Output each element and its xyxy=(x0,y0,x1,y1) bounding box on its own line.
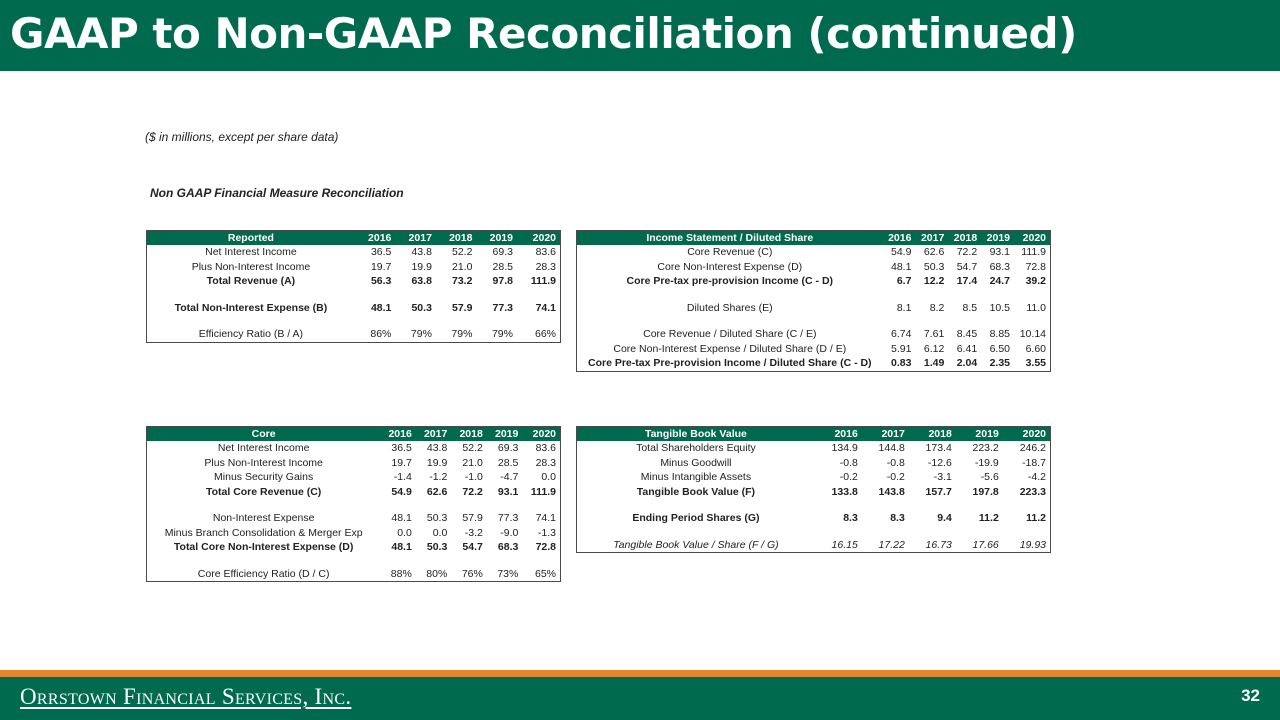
row-label: Minus Goodwill xyxy=(660,456,732,469)
cell-value: 7.61 xyxy=(923,328,945,341)
cell-value: 21.0 xyxy=(452,260,473,273)
table-header-row xyxy=(147,427,561,442)
cell-value: 28.3 xyxy=(535,260,556,273)
table-row xyxy=(577,245,1051,260)
cell-value: 19.7 xyxy=(370,260,392,273)
cell-value: 65% xyxy=(534,567,556,580)
cell-value: 63.8 xyxy=(411,275,432,288)
cell-value: 157.7 xyxy=(925,485,952,498)
cell-value: -0.8 xyxy=(886,456,905,469)
table-row xyxy=(147,245,561,260)
cell-value: 79% xyxy=(491,328,513,341)
row-label: Core Non-Interest Expense / Diluted Share (D / E) xyxy=(613,342,847,355)
cell-value: 50.3 xyxy=(923,260,945,273)
row-label: Minus Intangible Assets xyxy=(640,471,752,484)
row-label: Plus Non-Interest Income xyxy=(204,456,323,469)
tangible-book-value-table xyxy=(576,426,1051,553)
table-header-row xyxy=(577,427,1051,442)
cell-value: 52.2 xyxy=(462,442,483,455)
column-header: 2018 xyxy=(948,231,981,246)
cell-value: 66% xyxy=(534,328,556,341)
column-header: 2019 xyxy=(476,231,517,246)
row-label: Total Revenue (A) xyxy=(206,275,296,288)
cell-value: -1.2 xyxy=(429,471,448,484)
column-header: Income Statement / Diluted Share xyxy=(577,231,883,246)
cell-value: 19.9 xyxy=(426,456,448,469)
cell-value: 3.55 xyxy=(1025,357,1046,370)
cell-value: 72.2 xyxy=(956,246,978,259)
row-label: Total Core Revenue (C) xyxy=(205,485,322,498)
cell-value: 2.35 xyxy=(989,357,1011,370)
cell-value: 246.2 xyxy=(1019,442,1046,455)
cell-value: 10.14 xyxy=(1019,328,1046,341)
cell-value: -1.3 xyxy=(537,526,556,539)
cell-value: 57.9 xyxy=(462,512,483,525)
cell-value: -12.6 xyxy=(927,456,952,469)
cell-value: 50.3 xyxy=(411,301,432,314)
spacer-row xyxy=(577,289,1051,301)
table-row xyxy=(577,356,1051,371)
cell-value: 5.91 xyxy=(891,342,912,355)
column-header: 2018 xyxy=(436,231,477,246)
table-row xyxy=(577,260,1051,275)
cell-value: 6.7 xyxy=(896,275,912,288)
table-row xyxy=(577,327,1051,342)
cell-value: 73.2 xyxy=(452,275,473,288)
column-header: 2020 xyxy=(522,427,560,442)
cell-value: 1.49 xyxy=(923,357,945,370)
row-label: Core Non-Interest Expense (D) xyxy=(657,260,803,273)
cell-value: 76% xyxy=(461,567,483,580)
cell-value: 134.9 xyxy=(831,442,858,455)
cell-value: 93.1 xyxy=(497,485,519,498)
cell-value: 72.8 xyxy=(1025,260,1046,273)
cell-value: 93.1 xyxy=(989,246,1011,259)
cell-value: 69.3 xyxy=(492,246,513,259)
cell-value: 77.3 xyxy=(497,512,519,525)
cell-value: 143.8 xyxy=(878,485,905,498)
cell-value: -18.7 xyxy=(1022,456,1046,469)
table-row xyxy=(147,441,561,456)
cell-value: 111.9 xyxy=(530,275,556,288)
cell-value: 197.8 xyxy=(972,485,999,498)
cell-value: 8.2 xyxy=(929,301,945,314)
row-label: Core Pre-tax pre-provision Income (C - D) xyxy=(626,275,834,288)
cell-value: 86% xyxy=(370,328,392,341)
cell-value: 62.6 xyxy=(426,485,448,498)
cell-value: 173.4 xyxy=(925,442,952,455)
cell-value: 11.2 xyxy=(1026,512,1046,525)
table-row xyxy=(577,301,1051,316)
cell-value: 21.0 xyxy=(462,456,483,469)
row-label: Net Interest Income xyxy=(217,442,310,455)
cell-value: 72.8 xyxy=(535,541,556,554)
row-label: Net Interest Income xyxy=(205,246,297,259)
row-label: Minus Security Gains xyxy=(214,471,314,484)
cell-value: 24.7 xyxy=(989,275,1011,288)
cell-value: 28.3 xyxy=(535,456,556,469)
spacer-row xyxy=(577,526,1051,538)
cell-value: 223.2 xyxy=(972,442,999,455)
cell-value: -1.4 xyxy=(393,471,412,484)
cell-value: 69.3 xyxy=(497,442,519,455)
cell-value: 83.6 xyxy=(535,246,556,259)
cell-value: 17.22 xyxy=(878,538,905,551)
cell-value: 0.0 xyxy=(432,526,448,539)
table-row xyxy=(147,567,561,582)
cell-value: 74.1 xyxy=(535,301,556,314)
table-row xyxy=(147,274,561,289)
table-header-row xyxy=(147,231,561,246)
cell-value: -5.6 xyxy=(980,471,999,484)
cell-value: 52.2 xyxy=(452,246,473,259)
row-label: Core Efficiency Ratio (D / C) xyxy=(197,567,330,580)
cell-value: 68.3 xyxy=(989,260,1011,273)
table-row xyxy=(147,511,561,526)
cell-value: 6.12 xyxy=(923,342,945,355)
cell-value: 73% xyxy=(497,567,519,580)
cell-value: 19.93 xyxy=(1019,538,1046,551)
column-header: 2018 xyxy=(451,427,487,442)
spacer-row xyxy=(147,499,561,511)
row-label: Ending Period Shares (G) xyxy=(632,512,760,525)
spacer-row xyxy=(577,315,1051,327)
cell-value: 28.5 xyxy=(492,260,513,273)
cell-value: 16.73 xyxy=(925,538,952,551)
column-header: 2020 xyxy=(1003,427,1051,442)
column-header: Core xyxy=(147,427,381,442)
row-label: Plus Non-Interest Income xyxy=(191,260,311,273)
column-header: 2020 xyxy=(517,231,561,246)
cell-value: 8.1 xyxy=(896,301,912,314)
cell-value: 88% xyxy=(390,567,412,580)
cell-value: 8.85 xyxy=(989,328,1011,341)
cell-value: 77.3 xyxy=(492,301,513,314)
cell-value: 19.9 xyxy=(411,260,432,273)
cell-value: 144.8 xyxy=(878,442,905,455)
cell-value: 8.5 xyxy=(962,301,978,314)
column-header: 2016 xyxy=(355,231,396,246)
company-logo: Orrstown Financial Services, Inc. xyxy=(20,684,352,709)
cell-value: -0.8 xyxy=(839,456,858,469)
cell-value: 17.66 xyxy=(972,538,999,551)
cell-value: 8.3 xyxy=(843,512,858,525)
cell-value: -19.9 xyxy=(974,456,999,469)
spacer-row xyxy=(147,289,561,301)
income-statement-table xyxy=(576,230,1051,372)
cell-value: 54.9 xyxy=(391,485,412,498)
units-note: ($ in millions, except per share data) xyxy=(145,130,339,144)
column-header: 2016 xyxy=(883,231,916,246)
row-label: Total Shareholders Equity xyxy=(636,442,756,455)
cell-value: -0.2 xyxy=(886,471,905,484)
column-header: Reported xyxy=(147,231,355,246)
cell-value: 8.3 xyxy=(890,512,905,525)
cell-value: 11.2 xyxy=(978,512,999,525)
cell-value: 19.7 xyxy=(391,456,412,469)
row-label: Minus Branch Consolidation & Merger Exp xyxy=(164,526,363,539)
table-row xyxy=(577,456,1051,471)
core-table xyxy=(146,426,561,582)
row-label: Total Non-Interest Expense (B) xyxy=(174,301,328,314)
reported-table xyxy=(146,230,561,343)
row-label: Diluted Shares (E) xyxy=(686,301,773,314)
row-label: Non-Interest Expense xyxy=(212,512,315,525)
spacer-row xyxy=(577,499,1051,511)
cell-value: 6.74 xyxy=(891,328,912,341)
table-row xyxy=(577,342,1051,357)
cell-value: 17.4 xyxy=(956,275,978,288)
cell-value: 79% xyxy=(410,328,432,341)
cell-value: 56.3 xyxy=(370,275,392,288)
cell-value: 111.9 xyxy=(530,485,556,498)
cell-value: 48.1 xyxy=(891,260,912,273)
table-row xyxy=(147,456,561,471)
table-row xyxy=(147,301,561,316)
cell-value: 72.2 xyxy=(462,485,483,498)
cell-value: 68.3 xyxy=(497,541,519,554)
table-row xyxy=(577,511,1051,526)
row-label: Efficiency Ratio (B / A) xyxy=(198,328,304,341)
column-header: 2018 xyxy=(909,427,956,442)
page-title: GAAP to Non-GAAP Reconciliation (continued) xyxy=(10,9,1077,58)
column-header: 2017 xyxy=(395,231,436,246)
cell-value: 54.9 xyxy=(891,246,912,259)
cell-value: 6.50 xyxy=(989,342,1011,355)
table-row xyxy=(147,327,561,342)
cell-value: 6.60 xyxy=(1025,342,1046,355)
cell-value: 36.5 xyxy=(370,246,392,259)
cell-value: 2.04 xyxy=(956,357,978,370)
cell-value: -0.2 xyxy=(839,471,858,484)
column-header: 2019 xyxy=(487,427,523,442)
cell-value: 11.0 xyxy=(1026,301,1046,314)
column-header: Tangible Book Value xyxy=(577,427,815,442)
row-label: Core Pre-tax Pre-provision Income / Diluted Share (C - D) xyxy=(588,357,872,370)
column-header: 2017 xyxy=(416,427,452,442)
column-header: 2019 xyxy=(956,427,1003,442)
row-label: Core Revenue (C) xyxy=(687,246,773,259)
table-row xyxy=(147,260,561,275)
table-row xyxy=(577,485,1051,500)
cell-value: 48.1 xyxy=(391,541,412,554)
cell-value: 39.2 xyxy=(1025,275,1046,288)
cell-value: 133.8 xyxy=(831,485,858,498)
title-bar xyxy=(0,0,1280,71)
cell-value: 16.15 xyxy=(831,538,858,551)
cell-value: 6.41 xyxy=(956,342,978,355)
cell-value: 8.45 xyxy=(956,328,978,341)
row-label: Total Core Non-Interest Expense (D) xyxy=(173,541,354,554)
cell-value: -4.2 xyxy=(1027,471,1046,484)
cell-value: 79% xyxy=(451,328,473,341)
cell-value: 12.2 xyxy=(923,275,945,288)
cell-value: 62.6 xyxy=(923,246,945,259)
section-heading: Non GAAP Financial Measure Reconciliation xyxy=(150,186,404,200)
cell-value: 54.7 xyxy=(462,541,483,554)
cell-value: -3.2 xyxy=(464,526,483,539)
spacer-row xyxy=(147,555,561,567)
cell-value: 57.9 xyxy=(452,301,473,314)
cell-value: 10.5 xyxy=(989,301,1011,314)
cell-value: 223.3 xyxy=(1019,485,1046,498)
cell-value: 97.8 xyxy=(492,275,513,288)
table-row xyxy=(577,441,1051,456)
table-row xyxy=(147,526,561,541)
column-header: 2016 xyxy=(815,427,862,442)
row-label: Tangible Book Value (F) xyxy=(636,485,756,498)
table-row xyxy=(147,470,561,485)
cell-value: 111.9 xyxy=(1021,246,1046,259)
page-number: 32 xyxy=(1241,686,1260,705)
cell-value: 50.3 xyxy=(426,541,448,554)
cell-value: -1.0 xyxy=(464,471,483,484)
table-row xyxy=(577,538,1051,553)
cell-value: 54.7 xyxy=(956,260,978,273)
cell-value: 80% xyxy=(426,567,448,580)
cell-value: 0.83 xyxy=(891,357,912,370)
column-header: 2016 xyxy=(380,427,416,442)
cell-value: 43.8 xyxy=(426,442,448,455)
cell-value: -3.1 xyxy=(933,471,952,484)
table-row xyxy=(147,485,561,500)
table-row xyxy=(147,540,561,555)
row-label: Tangible Book Value / Share (F / G) xyxy=(613,538,779,551)
cell-value: -4.7 xyxy=(500,471,519,484)
table-row xyxy=(577,470,1051,485)
cell-value: 0.0 xyxy=(397,526,412,539)
cell-value: 0.0 xyxy=(541,471,556,484)
cell-value: 50.3 xyxy=(426,512,448,525)
cell-value: 48.1 xyxy=(391,512,412,525)
footer-accent-stripe xyxy=(0,670,1280,677)
table-row xyxy=(577,274,1051,289)
column-header: 2019 xyxy=(981,231,1014,246)
cell-value: 74.1 xyxy=(535,512,556,525)
cell-value: 43.8 xyxy=(411,246,432,259)
table-header-row xyxy=(577,231,1051,246)
cell-value: 48.1 xyxy=(370,301,392,314)
row-label: Core Revenue / Diluted Share (C / E) xyxy=(643,328,817,341)
cell-value: 9.4 xyxy=(937,512,952,525)
cell-value: 83.6 xyxy=(535,442,556,455)
column-header: 2017 xyxy=(915,231,948,246)
column-header: 2020 xyxy=(1014,231,1050,246)
spacer-row xyxy=(147,315,561,327)
column-header: 2017 xyxy=(862,427,909,442)
cell-value: -9.0 xyxy=(500,526,519,539)
cell-value: 36.5 xyxy=(391,442,412,455)
cell-value: 28.5 xyxy=(497,456,519,469)
